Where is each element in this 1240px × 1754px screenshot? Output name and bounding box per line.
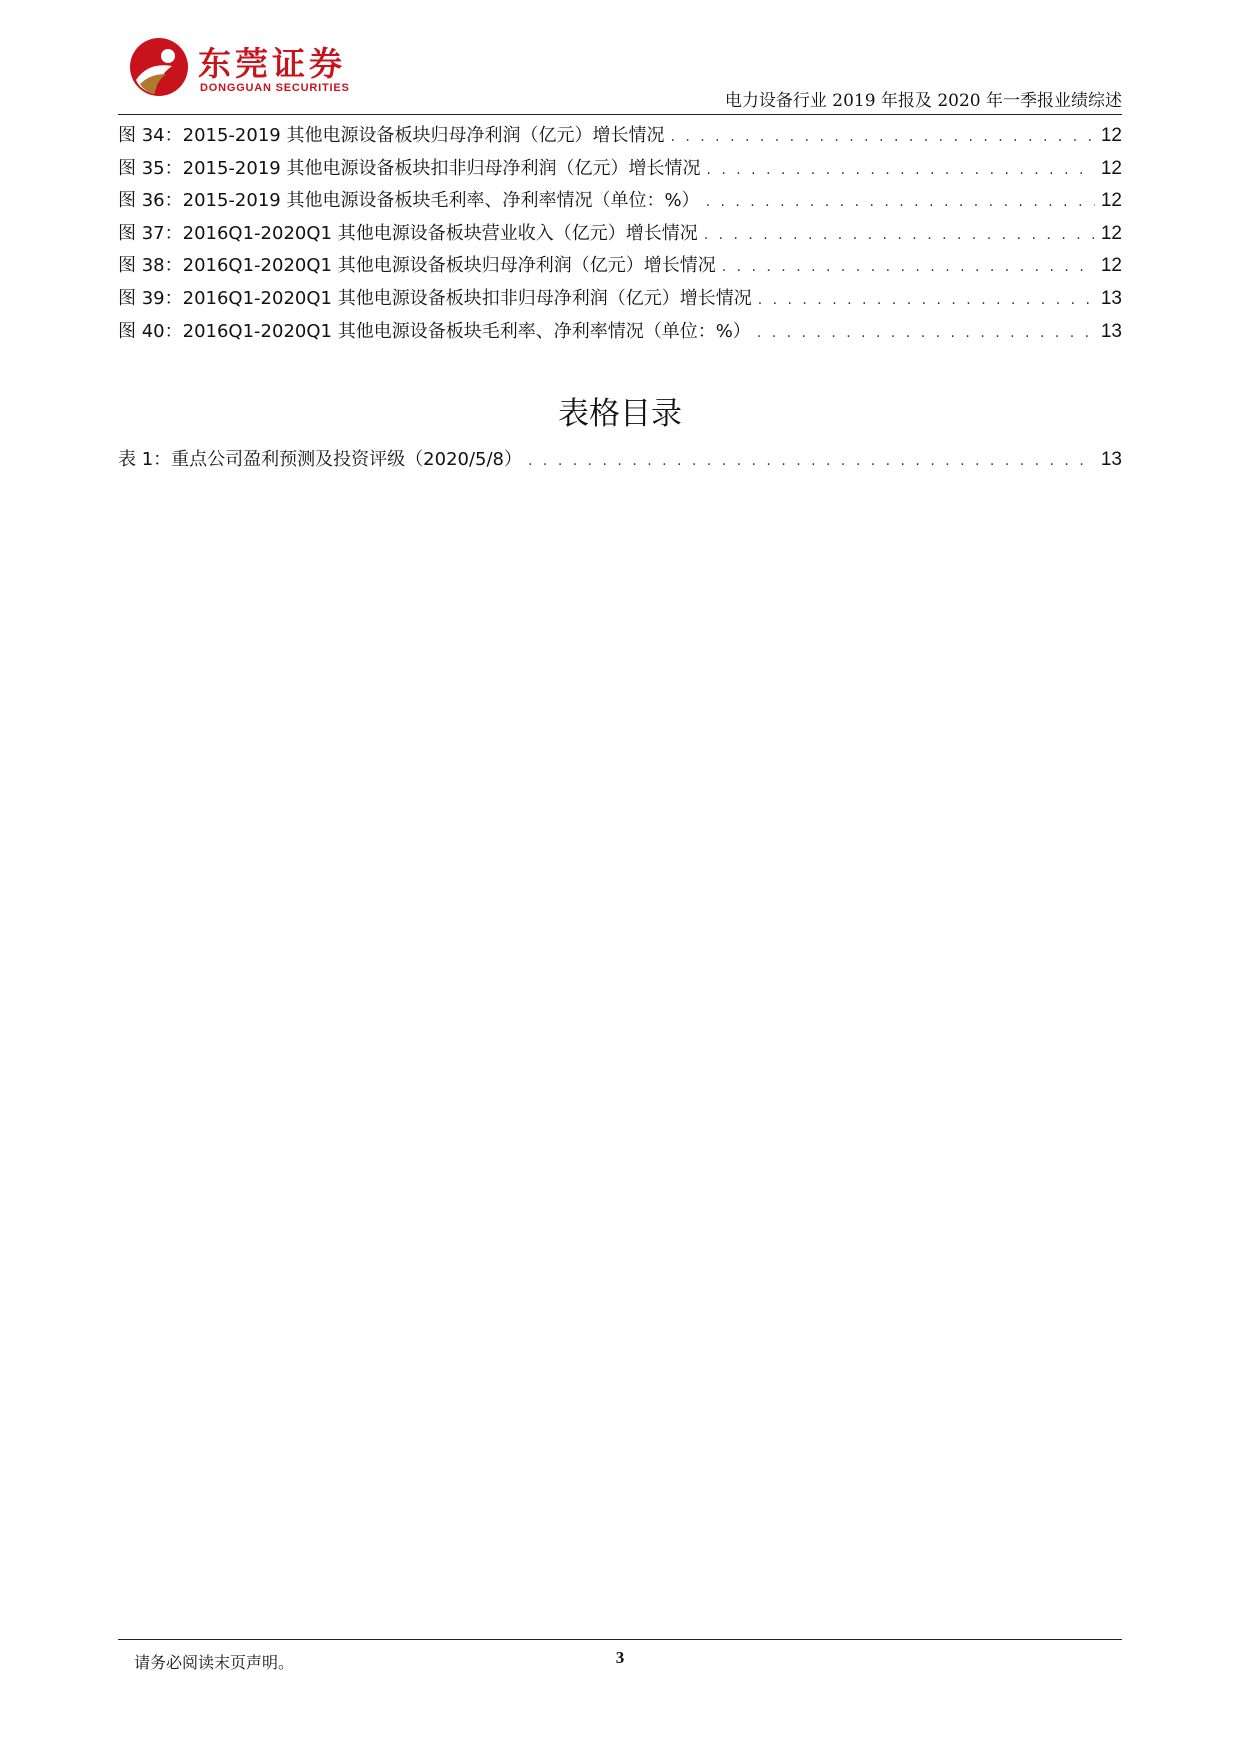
toc-entry-page: 12 [1100, 125, 1122, 146]
toc-leader-dots [757, 317, 1095, 350]
toc-entry[interactable] [118, 283, 1122, 316]
toc-entry[interactable] [118, 120, 1122, 153]
toc-entry-label: 图 36：2015-2019 其他电源设备板块毛利率、净利率情况（单位：%） [118, 190, 700, 212]
toc-entry-page: 12 [1100, 222, 1122, 244]
table-toc-list [118, 444, 1122, 477]
toc-leader-dots [706, 186, 1095, 219]
toc-entry-page: 13 [1100, 287, 1122, 309]
toc-leader-dots [722, 251, 1095, 284]
toc-entry-page: 12 [1100, 255, 1122, 277]
toc-entry-label: 图 35：2015-2019 其他电源设备板块扣非归母净利润（亿元）增长情况 [118, 157, 701, 179]
toc-entry-label: 表 1：重点公司盈利预测及投资评级（2020/5/8） [118, 449, 523, 470]
toc-entry-label: 图 40：2016Q1-2020Q1 其他电源设备板块毛利率、净利率情况（单位：%） [118, 320, 751, 342]
toc-entry-label: 图 39：2016Q1-2020Q1 其他电源设备板块扣非归母净利润（亿元）增长情况 [118, 287, 752, 309]
company-logo [128, 32, 388, 102]
toc-leader-dots [704, 219, 1095, 252]
report-title: 电力设备行业 2019 年报及 2020 年一季报业绩综述 [724, 91, 1122, 111]
toc-entry[interactable] [118, 153, 1122, 186]
tables-section-title: 表格目录 [558, 396, 682, 432]
toc-leader-dots [758, 284, 1095, 317]
toc-entry[interactable] [118, 250, 1122, 283]
header-divider [118, 114, 1122, 115]
toc-entry-page: 13 [1100, 449, 1122, 470]
logo-english-name: DONGGUAN SECURITIES [200, 82, 350, 94]
toc-entry-page: 12 [1100, 190, 1122, 212]
toc-entry[interactable] [118, 218, 1122, 251]
toc-entry-label: 图 34：2015-2019 其他电源设备板块归母净利润（亿元）增长情况 [118, 125, 665, 146]
toc-entry-page: 13 [1100, 320, 1122, 342]
toc-leader-dots [706, 154, 1094, 187]
toc-entry[interactable] [118, 444, 1122, 477]
toc-entry-label: 图 38：2016Q1-2020Q1 其他电源设备板块归母净利润（亿元）增长情况 [118, 255, 716, 277]
footer-disclaimer-note: 请务必阅读末页声明。 [134, 1653, 295, 1672]
figure-toc-list [118, 120, 1122, 348]
toc-leader-dots [528, 445, 1095, 478]
toc-entry[interactable] [118, 316, 1122, 349]
toc-entry-page: 12 [1100, 157, 1122, 179]
toc-leader-dots [670, 121, 1094, 154]
toc-entry-label: 图 37：2016Q1-2020Q1 其他电源设备板块营业收入（亿元）增长情况 [118, 222, 698, 244]
dongguan-logo-icon [128, 36, 190, 98]
footer-divider [118, 1639, 1122, 1640]
toc-entry[interactable] [118, 185, 1122, 218]
page-number: 3 [615, 1648, 625, 1667]
logo-chinese-name: 东莞证券 [198, 44, 346, 83]
